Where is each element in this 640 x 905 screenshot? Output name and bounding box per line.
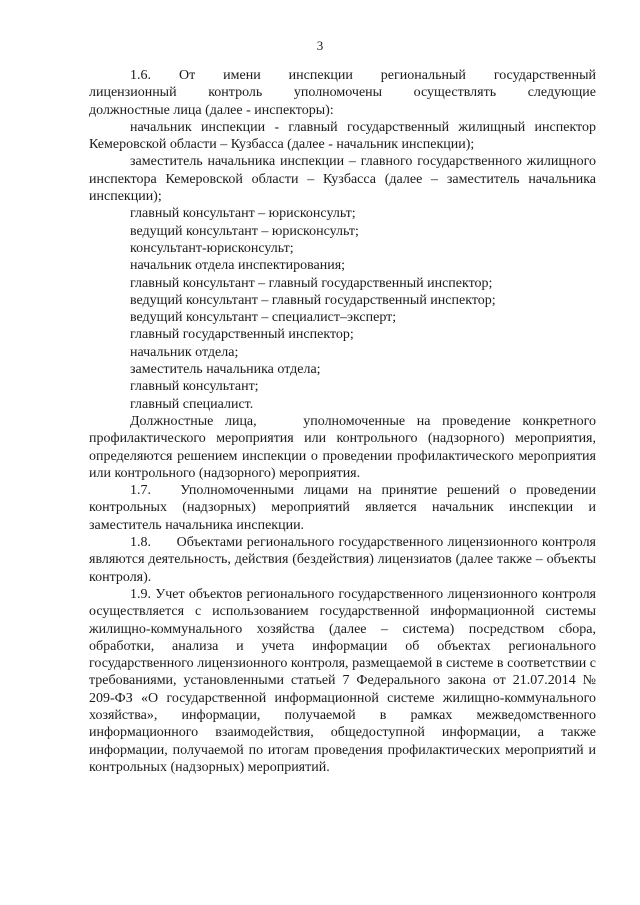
paragraph-1-6: 1.6. От имени инспекции региональный государственный лицензионный контроль уполномочены осуществлять следующие должностные лица (далее - инспекторы): bbox=[89, 68, 596, 118]
paragraph-officials: Должностные лица, уполномоченные на проведение конкретного профилактического мероприятия или контрольного (надзорного) мероприятия, определяются решением инспекции о проведении профилактического мероприятия или контрольного (надзорного) мероприятия. bbox=[89, 413, 596, 481]
list-item-chief-consultant-inspector: главный консультант – главный государственный инспектор; bbox=[130, 275, 493, 291]
list-item-chief-state-inspector: главный государственный инспектор; bbox=[130, 327, 354, 343]
list-item-chief-consultant: главный консультант; bbox=[130, 379, 259, 395]
list-item-consultant-legal: консультант-юрисконсульт; bbox=[130, 240, 294, 256]
list-item-deputy-head: заместитель начальника инспекции – главного государственного жилищного инспектора Кемеровской области – Кузбасса (далее – заместитель начальника инспекции); bbox=[89, 154, 596, 205]
list-item-chief-specialist: главный специалист. bbox=[130, 396, 254, 412]
paragraph-1-7: 1.7. Уполномоченными лицами на принятие решений о проведении контрольных (надзорных) мероприятий является начальник инспекции и заместитель начальника инспекции. bbox=[89, 483, 596, 533]
paragraph-1-8: 1.8. Объектами регионального государственного лицензионного контроля являются деятельность, действия (бездействия) лицензиатов (далее также – объекты контроля). bbox=[89, 535, 596, 585]
paragraph-1-9: 1.9. Учет объектов регионального государственного лицензионного контроля осуществляется с использованием государственной информационной системы жилищно-коммунального хозяйства (далее – система) посредством сбора, обработки, анализа и учета информации об объектах регионального государственного лицензионного контроля, размещаемой в системе в соответствии с требованиями, установленными статьей 7 Федерального закона от 21.07.2014 № 209-ФЗ «О государственной информационной системе жилищно-коммунального хозяйства», информации, получаемой в рамках межведомственного информационного взаимодействия, общедоступной информации, а также информации, получаемой по итогам проведения профилактических мероприятий и контрольных (надзорных) мероприятий. bbox=[89, 586, 596, 775]
page-number: 3 bbox=[316, 38, 324, 53]
list-item-lead-consultant-legal: ведущий консультант – юрисконсульт; bbox=[130, 223, 359, 239]
list-item-chief-consultant-legal: главный консультант – юрисконсульт; bbox=[130, 206, 356, 222]
list-item-deputy-dept-head: заместитель начальника отдела; bbox=[130, 362, 321, 378]
list-item-lead-consultant-inspector: ведущий консультант – главный государственный инспектор; bbox=[130, 292, 496, 308]
list-item-head-of-inspection: начальник инспекции - главный государственный жилищный инспектор Кемеровской области – Кузбасса (далее - начальник инспекции); bbox=[89, 119, 596, 153]
list-item-lead-consultant-expert: ведущий консультант – специалист–эксперт; bbox=[130, 310, 397, 326]
list-item-dept-head: начальник отдела; bbox=[130, 344, 239, 360]
list-item-head-inspection-dept: начальник отдела инспектирования; bbox=[130, 258, 346, 274]
document-body bbox=[89, 67, 596, 776]
